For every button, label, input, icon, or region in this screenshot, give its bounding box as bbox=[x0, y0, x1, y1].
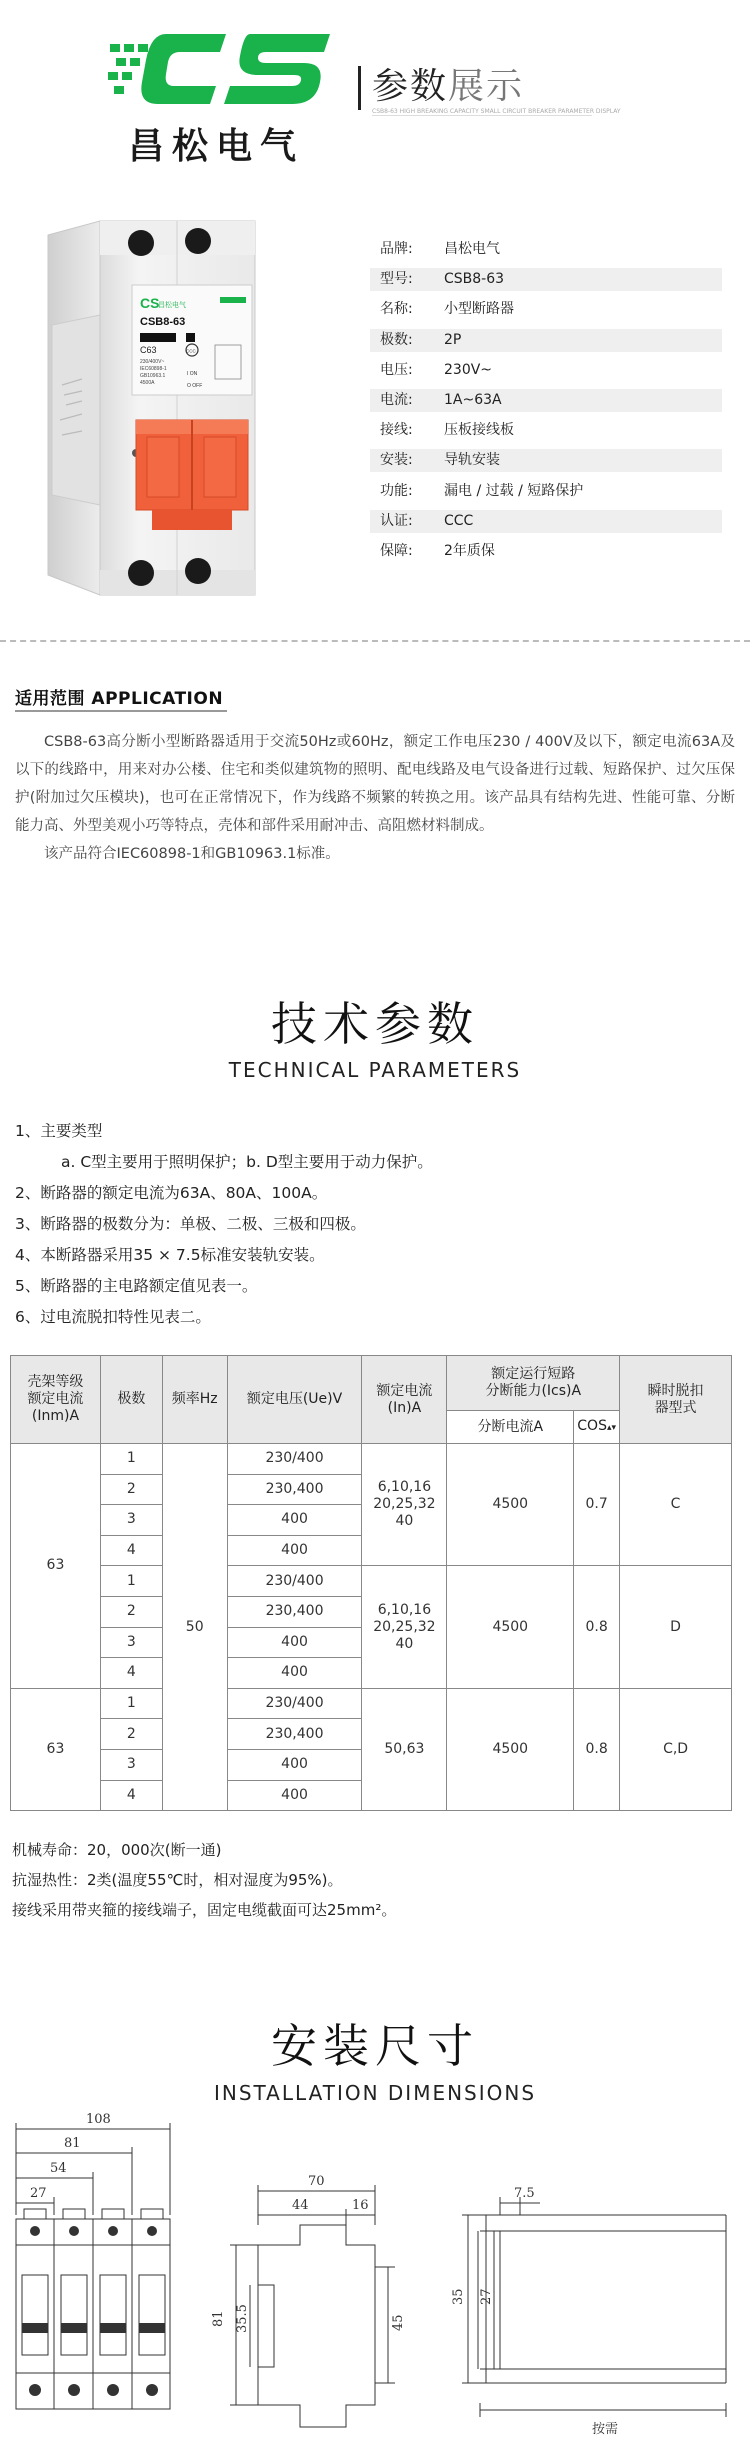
cell-trip: C,D bbox=[620, 1688, 732, 1810]
spec-key: 电压: bbox=[380, 361, 413, 378]
spec-row bbox=[370, 238, 722, 261]
dim-front-54: 54 bbox=[50, 2161, 67, 2176]
th-cos bbox=[574, 1411, 620, 1444]
dim-rail-label: 按需 bbox=[592, 2422, 619, 2437]
th-breaking: 额定运行短路 分断能力(Ics)A bbox=[447, 1356, 620, 1411]
th-cos-label: COS bbox=[577, 1417, 607, 1434]
cell-poles: 3 bbox=[100, 1749, 162, 1780]
spec-key: 电流: bbox=[380, 392, 413, 408]
label-icu: 4500A bbox=[140, 380, 155, 386]
dim-side-70: 70 bbox=[308, 2174, 325, 2189]
dim-rail-27: 27 bbox=[479, 2288, 494, 2305]
spec-value: 压板接线板 bbox=[444, 422, 514, 439]
cell-voltage: 400 bbox=[227, 1780, 362, 1811]
spec-key: 安装: bbox=[380, 452, 413, 469]
application-para-1: CSB8-63高分断小型断路器适用于交流50Hz或60Hz，额定工作电压230 / 400V及以下，额定电流63A及以下的线路中，用来对办公楼、住宅和类似建筑物的照明、配电线路及电气设备进行过载、短路保护、过欠压保护(附加过欠压模块)，也可在正常情况下，作为线路不频繁的转换之用。该产品具有结构先进、性能可靠、分断能力高、外型美观小巧等特点，壳体和部件采用耐冲击、高阻燃材料制成。 bbox=[15, 734, 735, 834]
table-row bbox=[11, 1444, 732, 1475]
cell-current: 50,63 bbox=[362, 1688, 447, 1810]
cell-poles: 3 bbox=[100, 1505, 162, 1536]
tech-item-3: 3、断路器的极数分为：单极、二极、三极和四极。 bbox=[15, 1215, 366, 1233]
title-bold: 参数 bbox=[372, 66, 449, 107]
tech-item-1a: a. C型主要用于照明保护；b. D型主要用于动力保护。 bbox=[61, 1153, 433, 1171]
spec-value: 导轨安装 bbox=[444, 452, 500, 469]
cell-current: 6,10,16 20,25,32 40 bbox=[362, 1444, 447, 1566]
spec-value: CCC bbox=[444, 512, 474, 529]
cell-freq: 50 bbox=[162, 1444, 227, 1811]
cell-voltage: 400 bbox=[227, 1535, 362, 1566]
installation-title: 安装尺寸 bbox=[271, 2019, 479, 2073]
cell-breaking: 4500 bbox=[447, 1566, 574, 1688]
application-title: 适用范围 APPLICATION bbox=[15, 689, 224, 709]
section-divider bbox=[0, 640, 750, 642]
page-title bbox=[372, 58, 524, 109]
label-ccc: CCC bbox=[186, 348, 196, 354]
cell-trip: D bbox=[620, 1566, 732, 1688]
spec-key: 名称: bbox=[380, 301, 413, 318]
dim-side-16: 16 bbox=[352, 2198, 369, 2213]
label-model: CSB8-63 bbox=[140, 316, 186, 328]
spec-row bbox=[370, 389, 722, 412]
cell-voltage: 230,400 bbox=[227, 1719, 362, 1750]
label-off: O OFF bbox=[187, 383, 203, 389]
cell-poles: 4 bbox=[100, 1780, 162, 1811]
spec-row bbox=[370, 480, 722, 503]
spec-row bbox=[370, 329, 722, 352]
title-light: 展示 bbox=[448, 66, 525, 107]
spec-value: 昌松电气 bbox=[444, 241, 500, 257]
spec-value: 漏电 / 过载 / 短路保护 bbox=[444, 482, 584, 499]
cell-breaking: 4500 bbox=[447, 1444, 574, 1566]
tech-item-1: 1、主要类型 bbox=[15, 1122, 103, 1140]
sort-icon: ▴▾ bbox=[606, 1422, 617, 1433]
spec-row bbox=[370, 359, 722, 382]
spec-value: 小型断路器 bbox=[444, 301, 514, 318]
cell-poles: 1 bbox=[100, 1688, 162, 1719]
th-frame: 壳架等级 额定电流 (Inm)A bbox=[11, 1356, 101, 1444]
installation-drawing bbox=[0, 2105, 750, 2464]
company-logo bbox=[108, 30, 338, 110]
cell-breaking: 4500 bbox=[447, 1688, 574, 1810]
cell-poles: 2 bbox=[100, 1474, 162, 1505]
cell-frame: 63 bbox=[11, 1444, 101, 1689]
spec-value: 230V~ bbox=[444, 361, 493, 378]
technical-subtitle: TECHNICAL PARAMETERS bbox=[228, 1058, 522, 1082]
tech-item-5: 5、断路器的主电路额定值见表一。 bbox=[15, 1277, 258, 1295]
spec-row bbox=[370, 540, 722, 563]
label-on: I ON bbox=[187, 371, 198, 377]
logo-text: 昌松电气 bbox=[128, 126, 305, 167]
header-subtitle: CSB8-63 HIGH BREAKING CAPACITY SMALL CIRCUIT BREAKER PARAMETER DISPLAY bbox=[372, 108, 621, 115]
cell-poles: 3 bbox=[100, 1627, 162, 1658]
technical-notes bbox=[12, 1835, 396, 1925]
installation-subtitle: INSTALLATION DIMENSIONS bbox=[213, 2081, 537, 2105]
note-3: 接线采用带夹箍的接线端子，固定电缆截面可达25mm²。 bbox=[12, 1901, 397, 1919]
dim-front-108: 108 bbox=[86, 2112, 111, 2127]
th-freq: 频率Hz bbox=[162, 1356, 227, 1444]
spec-key: 型号: bbox=[380, 271, 413, 288]
th-current: 额定电流 (In)A bbox=[362, 1356, 447, 1444]
spec-row bbox=[370, 419, 722, 442]
cell-poles: 1 bbox=[100, 1444, 162, 1475]
spec-key: 品牌: bbox=[380, 241, 413, 257]
cell-voltage: 400 bbox=[227, 1627, 362, 1658]
spec-key: 接线: bbox=[380, 422, 413, 439]
dim-side-44: 44 bbox=[292, 2198, 309, 2213]
header-divider bbox=[358, 66, 361, 110]
table-row bbox=[11, 1688, 732, 1719]
application-underline bbox=[15, 710, 227, 712]
label-brand-short: CS bbox=[140, 295, 160, 311]
dim-side-35-5: 35.5 bbox=[235, 2304, 250, 2333]
spec-row bbox=[370, 510, 722, 533]
label-std2: GB10963.1 bbox=[140, 373, 166, 379]
cell-cos: 0.7 bbox=[574, 1444, 620, 1566]
cell-voltage: 230/400 bbox=[227, 1566, 362, 1597]
cell-voltage: 400 bbox=[227, 1749, 362, 1780]
th-poles: 极数 bbox=[100, 1356, 162, 1444]
dim-front-27: 27 bbox=[30, 2186, 47, 2201]
technical-title: 技术参数 bbox=[271, 997, 479, 1051]
th-voltage: 额定电压(Ue)V bbox=[227, 1356, 362, 1444]
cell-poles: 2 bbox=[100, 1596, 162, 1627]
cell-current: 6,10,16 20,25,32 40 bbox=[362, 1566, 447, 1688]
cell-poles: 1 bbox=[100, 1566, 162, 1597]
product-image bbox=[40, 215, 360, 615]
note-1: 机械寿命：20，000次(断一通) bbox=[12, 1841, 222, 1859]
cell-poles: 2 bbox=[100, 1719, 162, 1750]
dim-front-81: 81 bbox=[64, 2136, 81, 2151]
page-header bbox=[0, 0, 750, 180]
technical-list bbox=[15, 1116, 433, 1333]
spec-row bbox=[370, 298, 722, 321]
spec-value: 2P bbox=[444, 331, 462, 348]
spec-value: 1A~63A bbox=[444, 392, 502, 408]
label-std: IEC60898-1 bbox=[140, 366, 167, 372]
table-row bbox=[11, 1566, 732, 1597]
cell-voltage: 400 bbox=[227, 1505, 362, 1536]
label-brand-cn: 昌松电气 bbox=[158, 301, 186, 309]
cell-voltage: 400 bbox=[227, 1658, 362, 1689]
cell-voltage: 230,400 bbox=[227, 1596, 362, 1627]
cell-poles: 4 bbox=[100, 1535, 162, 1566]
cell-trip: C bbox=[620, 1444, 732, 1566]
dim-side-81: 81 bbox=[211, 2310, 226, 2327]
spec-row bbox=[370, 449, 722, 472]
spec-row bbox=[370, 268, 722, 291]
parameters-table bbox=[10, 1355, 732, 1811]
spec-key: 极数: bbox=[380, 331, 413, 348]
cell-cos: 0.8 bbox=[574, 1566, 620, 1688]
cell-voltage: 230/400 bbox=[227, 1688, 362, 1719]
spec-value: CSB8-63 bbox=[444, 271, 505, 288]
label-rating: C63 bbox=[140, 345, 157, 355]
application-body bbox=[15, 728, 735, 868]
cell-cos: 0.8 bbox=[574, 1688, 620, 1810]
header-underline bbox=[372, 115, 592, 116]
dim-rail-7-5: 7.5 bbox=[514, 2186, 535, 2201]
cell-poles: 4 bbox=[100, 1658, 162, 1689]
note-2: 抗湿热性：2类(温度55℃时，相对湿度为95%)。 bbox=[12, 1871, 343, 1889]
cell-voltage: 230/400 bbox=[227, 1444, 362, 1475]
tech-item-4: 4、本断路器采用35 × 7.5标准安装轨安装。 bbox=[15, 1246, 325, 1264]
dim-rail-35: 35 bbox=[451, 2288, 466, 2305]
tech-item-6: 6、过电流脱扣特性见表二。 bbox=[15, 1308, 211, 1326]
dim-side-45: 45 bbox=[391, 2314, 406, 2331]
spec-value: 2年质保 bbox=[444, 543, 495, 559]
spec-key: 保障: bbox=[380, 543, 413, 559]
label-voltage: 230/400V~ bbox=[140, 359, 165, 365]
tech-item-2: 2、断路器的额定电流为63A、80A、100A。 bbox=[15, 1184, 328, 1202]
application-para-2: 该产品符合IEC60898-1和GB10963.1标准。 bbox=[44, 846, 340, 862]
cell-frame: 63 bbox=[11, 1688, 101, 1810]
th-trip: 瞬时脱扣 器型式 bbox=[620, 1356, 732, 1444]
spec-key: 认证: bbox=[380, 512, 413, 529]
spec-key: 功能: bbox=[380, 482, 413, 499]
cell-voltage: 230,400 bbox=[227, 1474, 362, 1505]
th-breaking-a: 分断电流A bbox=[447, 1411, 574, 1444]
